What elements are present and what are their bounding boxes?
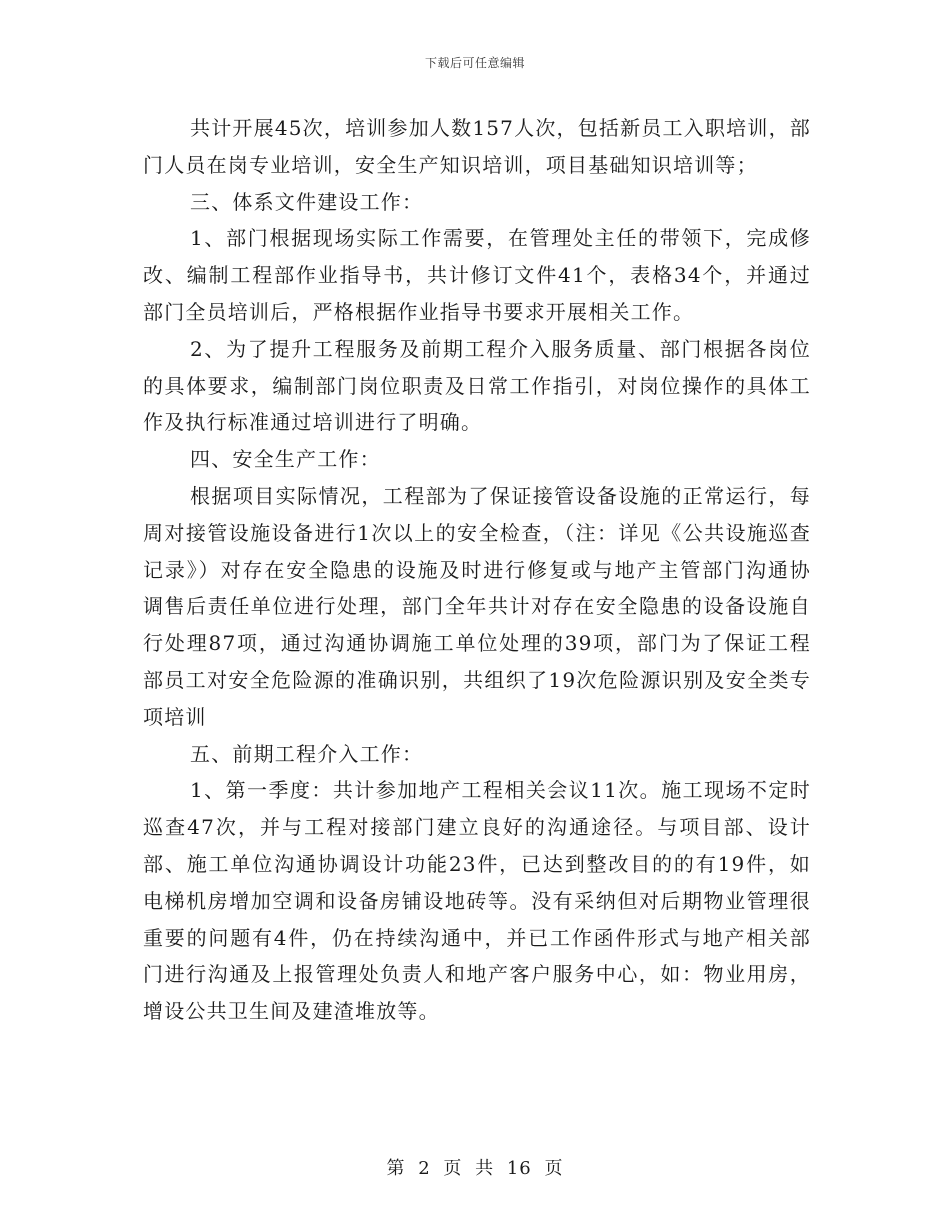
paragraph-system-documents-1: 1、部门根据现场实际工作需要，在管理处主任的带领下，完成修改、编制工程部作业指导书，共计修订文件41个，表格34个，并通过部门全员培训后，严格根据作业指导书要求开展相关工作。 xyxy=(143,226,811,324)
paragraph-training-summary: 共计开展45次，培训参加人数157人次，包括新员工入职培训，部门人员在岗专业培训，安全生产知识培训，项目基础知识培训等； xyxy=(143,116,811,177)
paragraph-system-documents-2: 2、为了提升工程服务及前期工程介入服务质量、部门根据各岗位的具体要求，编制部门岗位职责及日常工作指引，对岗位操作的具体工作及执行标准通过培训进行了明确。 xyxy=(143,336,811,435)
section-heading-safety: 四、安全生产工作： xyxy=(190,447,381,472)
paragraph-first-quarter: 1、第一季度：共计参加地产工程相关会议11次。施工现场不定时巡查47次，并与工程对接部门建立良好的沟通途径。与项目部、设计部、施工单位沟通协调设计功能23件，已达到整改目的的有19件，如电梯机房增加空调和设备房铺设地砖等。没有采纳但对后期物业管理很重要的问题有4件，仍在持续沟通中，并已工作函件形式与地产相关部门进行沟通及上报管理处负责人和地产客户服务中心，如：物业用房，增设公共卫生间及建渣堆放等。 xyxy=(143,778,811,1024)
page-number: 第 2 页 共 16 页 xyxy=(386,1158,564,1179)
page-header: 下载后可任意编辑 xyxy=(424,56,525,70)
section-heading-system-documents: 三、体系文件建设工作： xyxy=(190,189,424,214)
document-body xyxy=(143,110,811,1030)
section-heading-early-intervention: 五、前期工程介入工作： xyxy=(190,741,424,766)
paragraph-safety: 根据项目实际情况，工程部为了保证接管设备设施的正常运行，每周对接管设施设备进行1次以上的安全检查，（注：详见《公共设施巡查记录》）对存在安全隐患的设施及时进行修复或与地产主管部门沟通协调售后责任单位进行处理，部门全年共计对存在安全隐患的设备设施自行处理87项，通过沟通协调施工单位处理的39项，部门为了保证工程部员工对安全危险源的准确识别，共组织了19次危险源识别及安全类专项培训 xyxy=(143,483,811,729)
